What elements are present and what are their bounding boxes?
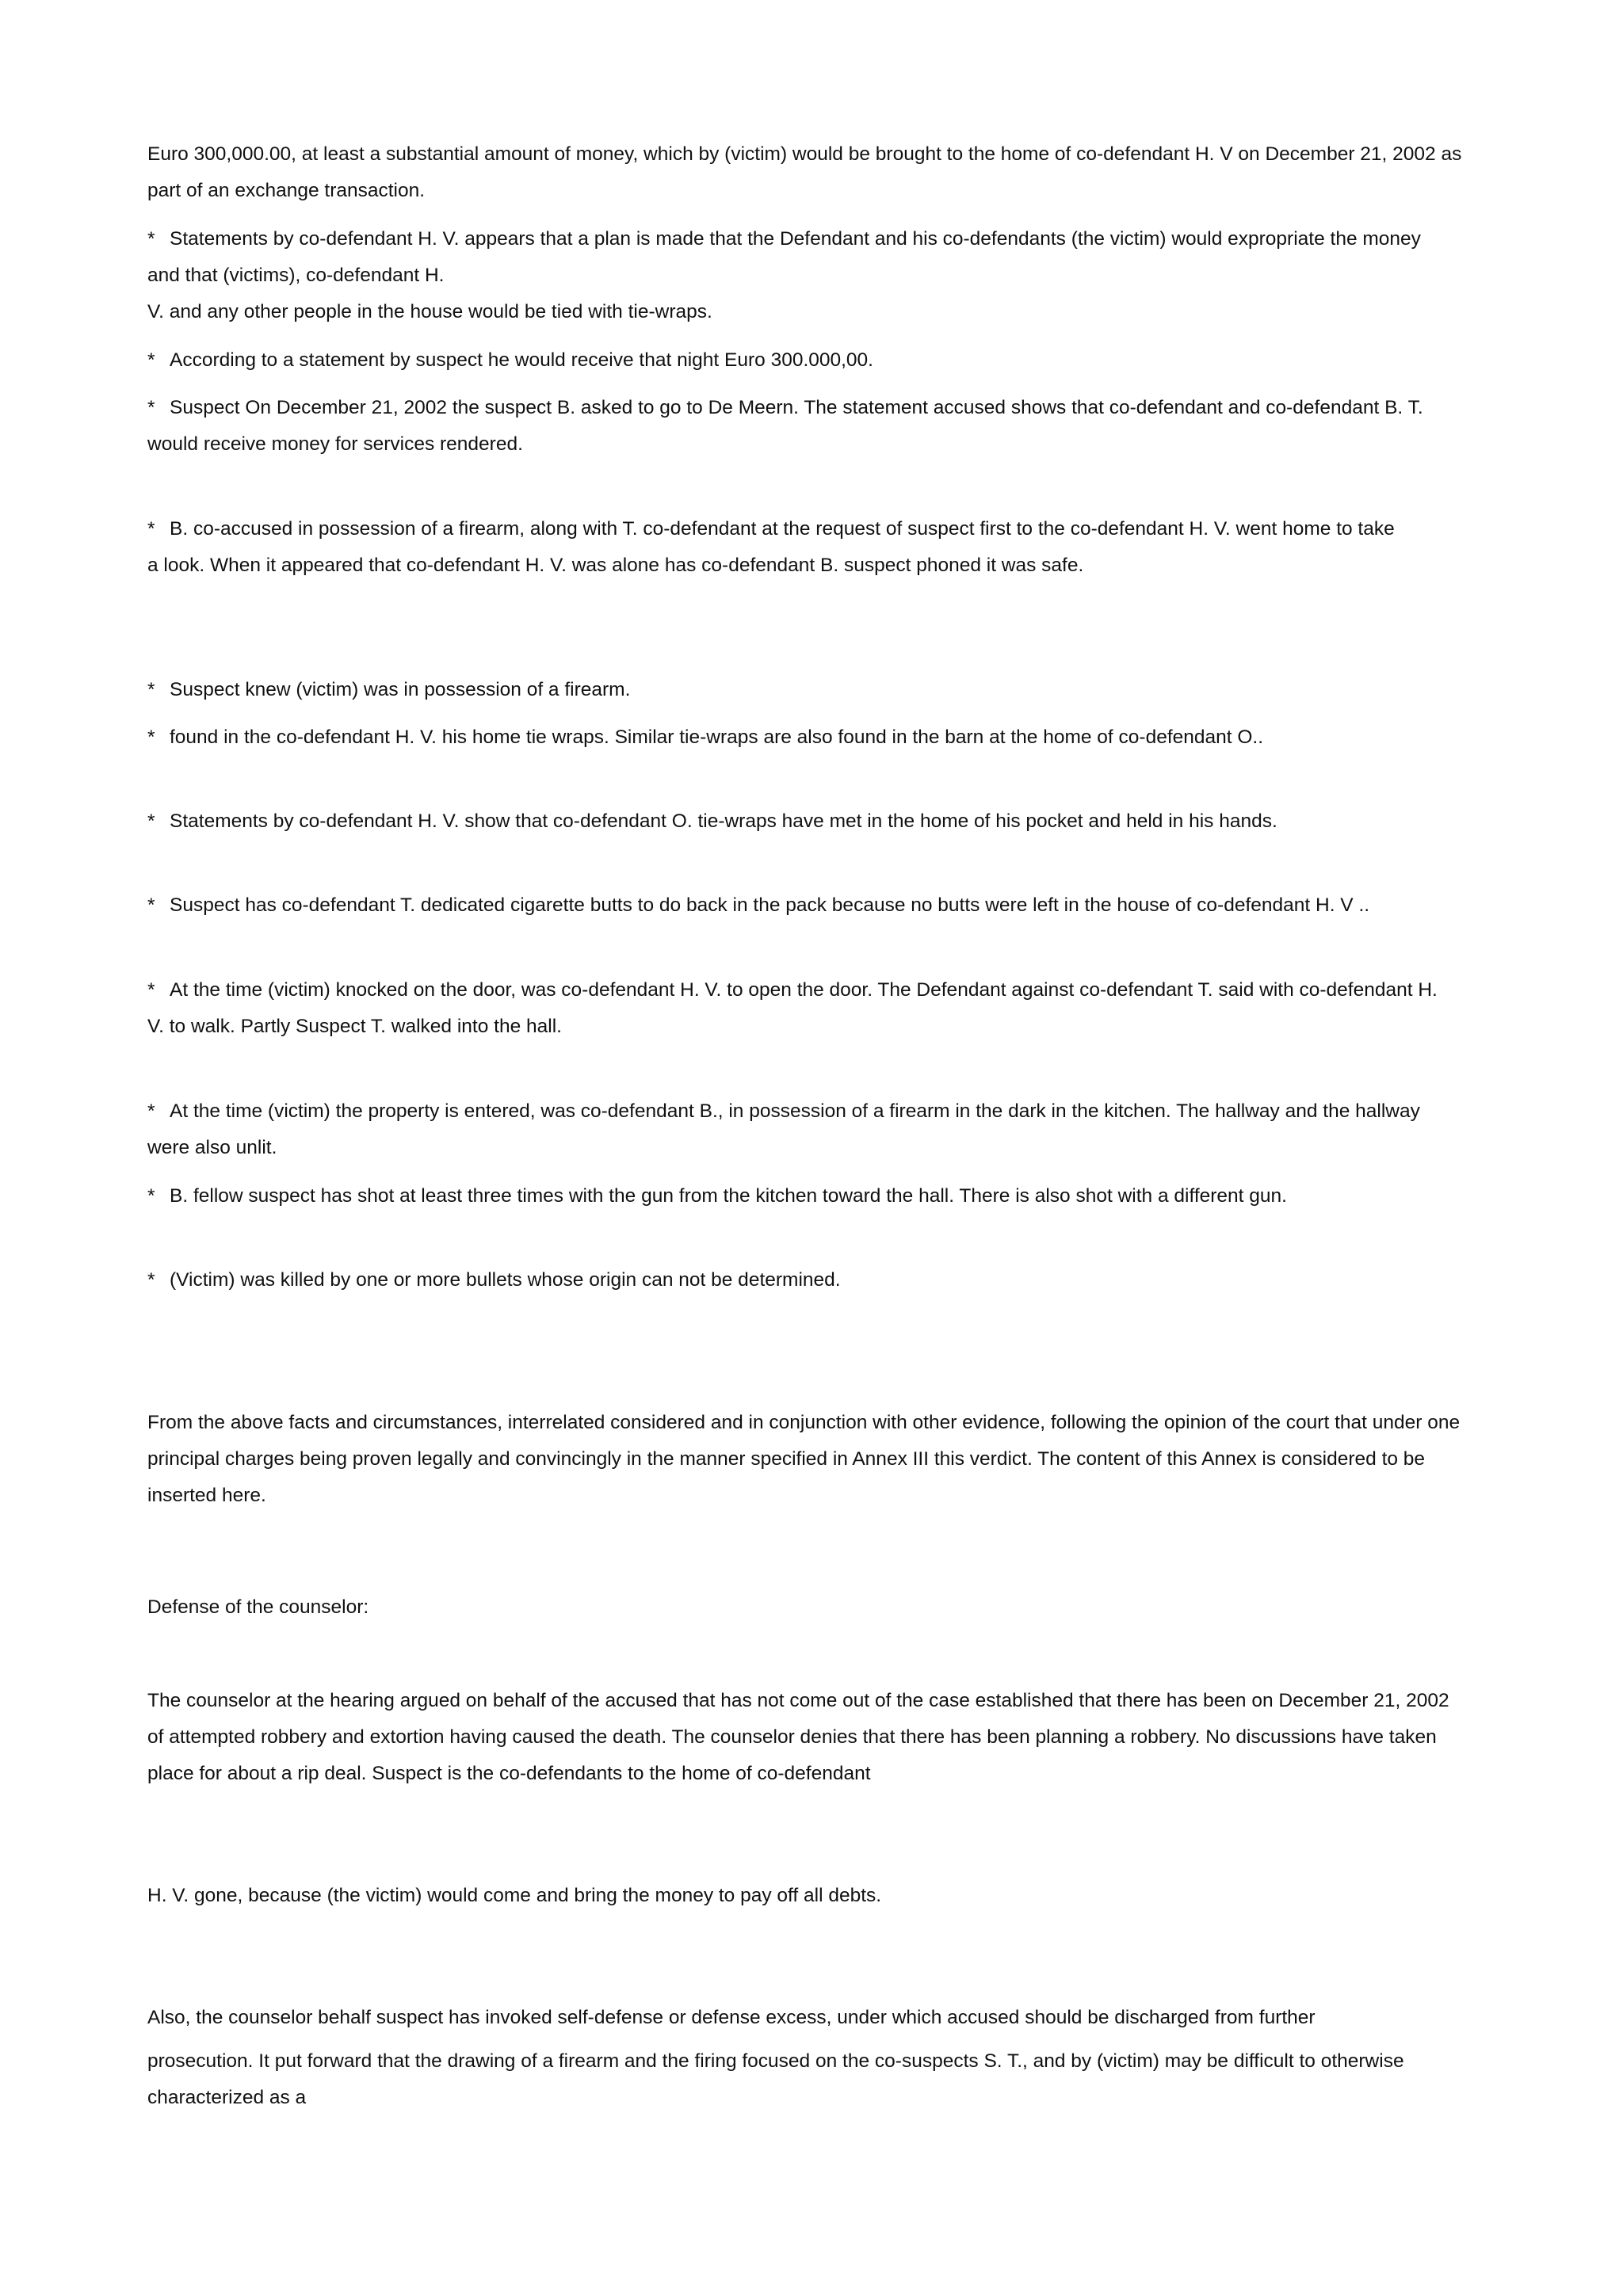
text-line: of attempted robbery and extortion having caused the death. The counselor denies that there has been planning a robbery. No discussions have taken: [147, 1726, 1437, 1748]
bullet-marker: *: [147, 349, 155, 371]
bullet-text: Suspect has co-defendant T. dedicated cigarette butts to do back in the pack because no butts were left in the house of co-defendant H. V ..: [170, 894, 1370, 916]
text-line: The counselor at the hearing argued on behalf of the accused that has not come out of the case established that there has been on December 21, 2002: [147, 1690, 1449, 1711]
bullet-marker: *: [147, 1185, 155, 1207]
text-line: [147, 1178, 1495, 1215]
text-line: V. and any other people in the house would be tied with tie-wraps.: [147, 301, 712, 322]
intro-paragraph: [147, 136, 1495, 209]
text-line: [147, 390, 1495, 426]
text-line: Also, the counselor behalf suspect has invoked self-defense or defense excess, under which accused should be discharged from further: [147, 2007, 1316, 2028]
defense-heading: [147, 1589, 1495, 1626]
text-line: characterized as a: [147, 2087, 307, 2108]
text-line: [147, 672, 1495, 708]
bullet-item: [147, 342, 1495, 379]
text-line: Euro 300,000.00, at least a substantial amount of money, which by (victim) would be brought to the home of co-defendant H. V on December 21, 2002 as: [147, 143, 1462, 165]
defense-paragraph: [147, 1683, 1495, 1792]
bullet-text: At the time (victim) the property is entered, was co-defendant B., in possession of a firearm in the dark in the kitchen. The hallway and the hallway: [170, 1100, 1420, 1122]
bullet-text: Statements by co-defendant H. V. show that co-defendant O. tie-wraps have met in the home of his pocket and held in his hands.: [170, 810, 1277, 832]
self-defense-paragraph: [147, 2000, 1495, 2116]
bullet-item: [147, 972, 1495, 1045]
bullet-item: [147, 511, 1495, 584]
bullet-text: (Victim) was killed by one or more bullets whose origin can not be determined.: [170, 1269, 841, 1291]
bullet-marker: *: [147, 1100, 155, 1122]
bullet-marker: *: [147, 979, 155, 1001]
bullet-item: [147, 1178, 1495, 1215]
text-line: [147, 511, 1495, 547]
text-line: H. V. gone, because (the victim) would come and bring the money to pay off all debts.: [147, 1885, 882, 1906]
bullet-text: According to a statement by suspect he would receive that night Euro 300.000,00.: [170, 349, 873, 371]
text-line: [147, 719, 1495, 756]
bullet-item: [147, 803, 1495, 840]
bullet-item: [147, 390, 1495, 463]
bullet-marker: *: [147, 228, 155, 250]
bullet-text: B. co-accused in possession of a firearm, along with T. co-defendant at the request of suspect first to the co-defendant H. V. went home to take: [170, 518, 1395, 540]
text-line: part of an exchange transaction.: [147, 180, 426, 201]
text-line: From the above facts and circumstances, interrelated considered and in conjunction with other evidence, following the opinion of the court that under one: [147, 1412, 1461, 1433]
text-line: a look. When it appeared that co-defendant H. V. was alone has co-defendant B. suspect phoned it was safe.: [147, 555, 1084, 576]
bullet-item: [147, 1262, 1495, 1299]
text-line: [147, 1093, 1495, 1130]
text-line: principal charges being proven legally and convincingly in the manner specified in Annex III this verdict. The content of this Annex is considered to be: [147, 1448, 1426, 1470]
conclusion-paragraph: [147, 1405, 1495, 1514]
text-line: would receive money for services rendered.: [147, 433, 523, 455]
bullet-item: [147, 221, 1495, 330]
text-line: prosecution. It put forward that the drawing of a firearm and the firing focused on the co-suspects S. T., and by (victim) may be difficult to otherwise: [147, 2050, 1404, 2072]
text-line: V. to walk. Partly Suspect T. walked into the hall.: [147, 1016, 562, 1037]
text-line: and that (victims), co-defendant H.: [147, 265, 445, 286]
bullet-text: Suspect knew (victim) was in possession of a firearm.: [170, 679, 631, 700]
bullet-marker: *: [147, 518, 155, 540]
bullet-text: B. fellow suspect has shot at least three times with the gun from the kitchen toward the hall. There is also shot with a different gun.: [170, 1185, 1287, 1207]
text-line: inserted here.: [147, 1485, 266, 1506]
text-line: [147, 221, 1495, 257]
bullet-text: found in the co-defendant H. V. his home tie wraps. Similar tie-wraps are also found in the barn at the home of co-defendant O..: [170, 727, 1264, 748]
text-line: [147, 1262, 1495, 1299]
bullet-item: [147, 1093, 1495, 1166]
text-line: [147, 887, 1495, 924]
bullet-text: Suspect On December 21, 2002 the suspect B. asked to go to De Meern. The statement accused shows that co-defendant and co-defendant B. T.: [170, 397, 1423, 418]
bullet-marker: *: [147, 397, 155, 418]
section-heading: Defense of the counselor:: [147, 1596, 369, 1618]
text-line: [147, 342, 1495, 379]
bullet-item: [147, 887, 1495, 924]
bullet-marker: *: [147, 894, 155, 916]
continuation-paragraph: [147, 1878, 1495, 1914]
bullet-text: Statements by co-defendant H. V. appears that a plan is made that the Defendant and his co-defendants (the victim) would expropriate the money: [170, 228, 1421, 250]
bullet-marker: *: [147, 810, 155, 832]
text-line: were also unlit.: [147, 1137, 277, 1158]
bullet-marker: *: [147, 1269, 155, 1291]
bullet-marker: *: [147, 727, 155, 748]
bullet-item: [147, 672, 1495, 708]
bullet-item: [147, 719, 1495, 756]
text-line: [147, 972, 1495, 1009]
text-line: [147, 803, 1495, 840]
bullet-text: At the time (victim) knocked on the door, was co-defendant H. V. to open the door. The Defendant against co-defendant T. said with co-defendant H.: [170, 979, 1438, 1001]
bullet-marker: *: [147, 679, 155, 700]
text-line: place for about a rip deal. Suspect is the co-defendants to the home of co-defendant: [147, 1763, 871, 1784]
